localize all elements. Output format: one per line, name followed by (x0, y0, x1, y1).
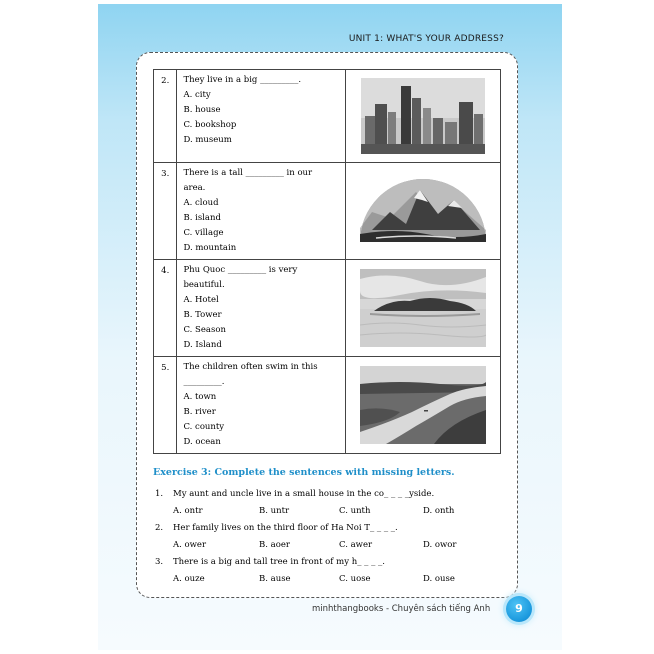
question-stem-continued: _________. (183, 377, 225, 387)
item-sentence: There is a big and tall tree in front of my h_ _ _ _. (173, 557, 385, 567)
question-table (153, 69, 501, 454)
option: B. river (183, 407, 216, 417)
exercise-item (155, 489, 434, 499)
question-text (177, 357, 346, 454)
question-stem-continued: area. (183, 183, 206, 193)
island-image (360, 269, 486, 347)
question-row (154, 163, 501, 260)
option: B. Tower (183, 310, 222, 320)
question-number: 2. (154, 70, 177, 163)
exercise-3-title: Exercise 3: Complete the sentences with missing letters. (153, 467, 455, 478)
question-number: 5. (154, 357, 177, 454)
item-number: 1. (155, 489, 164, 499)
item-sentence: Her family lives on the third floor of Ha Noi T_ _ _ _. (173, 523, 398, 533)
option: C. county (183, 422, 225, 432)
question-row (154, 357, 501, 454)
river-image (360, 366, 486, 444)
choice: C. unth (339, 506, 371, 516)
exercise-item (155, 523, 398, 533)
question-text (177, 163, 346, 260)
question-image-cell (346, 163, 501, 260)
option: A. Hotel (183, 295, 219, 305)
exercise-item (155, 557, 385, 567)
option: D. ocean (183, 437, 221, 447)
option: B. house (183, 105, 221, 115)
publisher-footer: minhthangbooks - Chuyên sách tiếng Anh (312, 604, 491, 614)
item-number: 3. (155, 557, 164, 567)
choice: D. owor (423, 540, 457, 550)
item-sentence: My aunt and uncle live in a small house in the co_ _ _ _yside. (173, 489, 435, 499)
choice: C. awer (339, 540, 373, 550)
option: C. bookshop (183, 120, 237, 130)
question-image-cell (346, 357, 501, 454)
question-number: 3. (154, 163, 177, 260)
choice: C. uose (339, 574, 371, 584)
question-stem-continued: beautiful. (183, 280, 225, 290)
question-image-cell (346, 260, 501, 357)
textbook-page (98, 4, 562, 650)
option: B. island (183, 213, 221, 223)
question-stem: There is a tall _________ in our (183, 168, 313, 178)
choice: B. ause (259, 574, 291, 584)
city-skyline-image (361, 78, 485, 154)
exercise-card (136, 52, 518, 598)
choice: A. ouze (173, 574, 205, 584)
option: C. Season (183, 325, 226, 335)
option: A. town (183, 392, 217, 402)
option: A. cloud (183, 198, 219, 208)
choice: B. untr (259, 506, 290, 516)
question-number: 4. (154, 260, 177, 357)
question-text (177, 70, 346, 163)
choice: B. aoer (259, 540, 290, 550)
question-text (177, 260, 346, 357)
question-row (154, 70, 501, 163)
choice: A. ontr (173, 506, 203, 516)
choice: D. ouse (423, 574, 455, 584)
mountain-image (356, 172, 490, 250)
option: D. mountain (183, 243, 237, 253)
choice: A. ower (173, 540, 207, 550)
choice: D. onth (423, 506, 455, 516)
unit-title: UNIT 1: WHAT'S YOUR ADDRESS? (348, 34, 504, 44)
question-stem: Phu Quoc _________ is very (183, 265, 298, 275)
page-number-badge: 9 (506, 596, 532, 622)
question-stem: The children often swim in this (183, 362, 318, 372)
option: C. village (183, 228, 224, 238)
question-image-cell (346, 70, 501, 163)
question-stem: They live in a big _________. (183, 75, 302, 85)
question-row (154, 260, 501, 357)
option: A. city (183, 90, 211, 100)
option: D. Island (183, 340, 222, 350)
option: D. museum (183, 135, 232, 145)
item-number: 2. (155, 523, 164, 533)
